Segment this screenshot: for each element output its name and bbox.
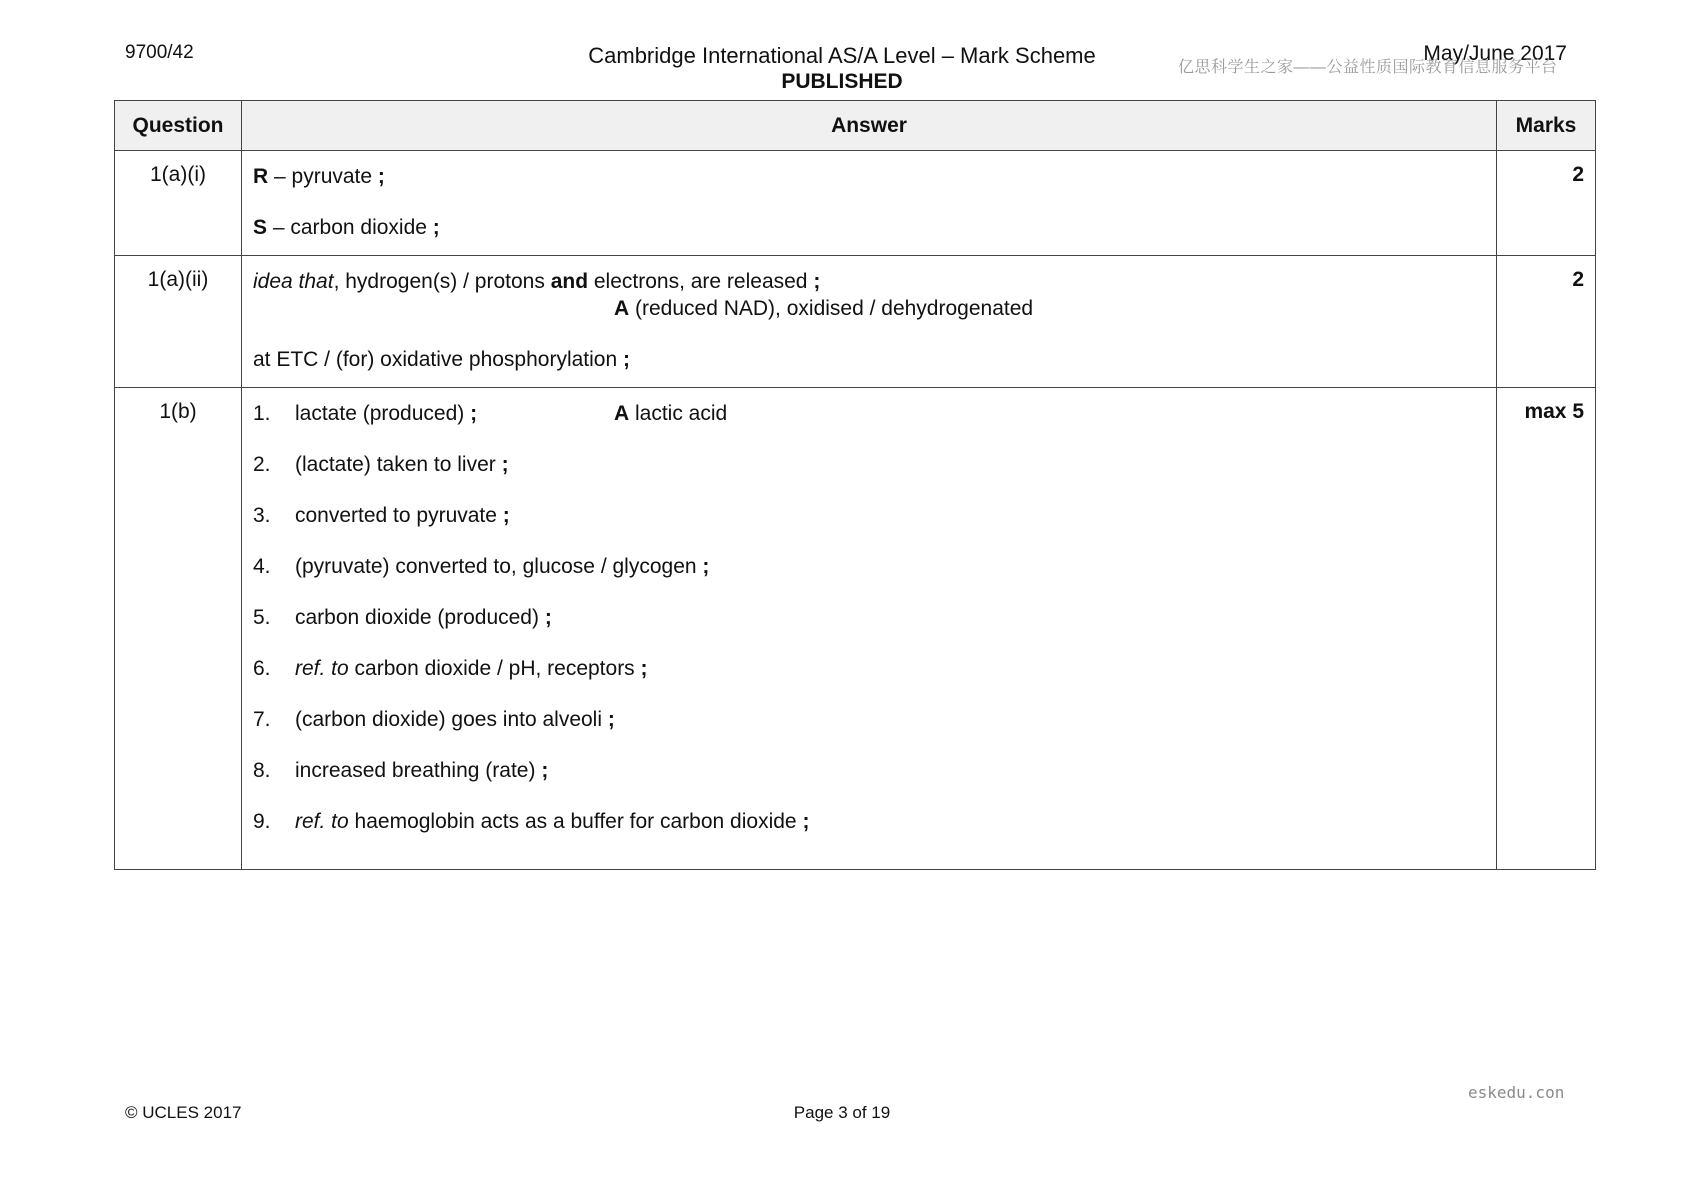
answer-line: idea that, hydrogen(s) / protons and electrons, are released ;	[253, 270, 821, 293]
list-item: 4. (pyruvate) converted to, glucose / glycogen ;	[253, 555, 710, 578]
marks-value: 2	[1497, 151, 1596, 256]
question-number: 1(a)(ii)	[115, 256, 242, 388]
answer-cell	[242, 256, 1497, 388]
list-item: 3. converted to pyruvate ;	[253, 504, 510, 527]
question-number: 1(b)	[115, 388, 242, 870]
answer-cell	[242, 388, 1497, 870]
table-row-1b	[115, 388, 1596, 870]
list-item: 1. lactate (produced) ; A lactic acid	[253, 402, 728, 425]
list-item: 8. increased breathing (rate) ;	[253, 759, 549, 782]
footer-watermark: eskedu.con	[1468, 1083, 1565, 1102]
table-row-1ai	[115, 151, 1596, 256]
copyright: © UCLES 2017	[125, 1103, 242, 1122]
question-number: 1(a)(i)	[115, 151, 242, 256]
list-item: 5. carbon dioxide (produced) ;	[253, 606, 552, 629]
answer-cell	[242, 151, 1497, 256]
list-item: 9. ref. to haemoglobin acts as a buffer for carbon dioxide ;	[253, 810, 810, 833]
published-label: PUBLISHED	[781, 70, 903, 93]
table-row-1aii	[115, 256, 1596, 388]
marks-value: 2	[1497, 256, 1596, 388]
answer-line: at ETC / (for) oxidative phosphorylation ;	[253, 348, 631, 371]
column-header-answer: Answer	[242, 101, 1497, 151]
column-header-marks: Marks	[1497, 101, 1596, 151]
document-title: Cambridge International AS/A Level – Mark Scheme	[588, 43, 1096, 68]
table-header-row	[115, 101, 1596, 151]
alternative-answer: A (reduced NAD), oxidised / dehydrogenated	[614, 297, 1034, 320]
mark-scheme-table	[114, 100, 1596, 870]
column-header-question: Question	[115, 101, 242, 151]
alternative-answer: A lactic acid	[614, 402, 728, 425]
answer-line: S – carbon dioxide ;	[253, 216, 440, 239]
list-item: 7. (carbon dioxide) goes into alveoli ;	[253, 708, 615, 731]
marks-value: max 5	[1497, 388, 1596, 870]
document-code: 9700/42	[125, 42, 194, 63]
list-item: 6. ref. to carbon dioxide / pH, receptors ;	[253, 657, 648, 680]
answer-line: R – pyruvate ;	[253, 165, 385, 188]
header-watermark: 亿思科学生之家——公益性质国际教育信息服务平台	[1178, 59, 1558, 76]
list-item: 2. (lactate) taken to liver ;	[253, 453, 509, 476]
page-number: Page 3 of 19	[793, 1103, 891, 1122]
exam-session: May/June 2017	[1423, 42, 1567, 65]
